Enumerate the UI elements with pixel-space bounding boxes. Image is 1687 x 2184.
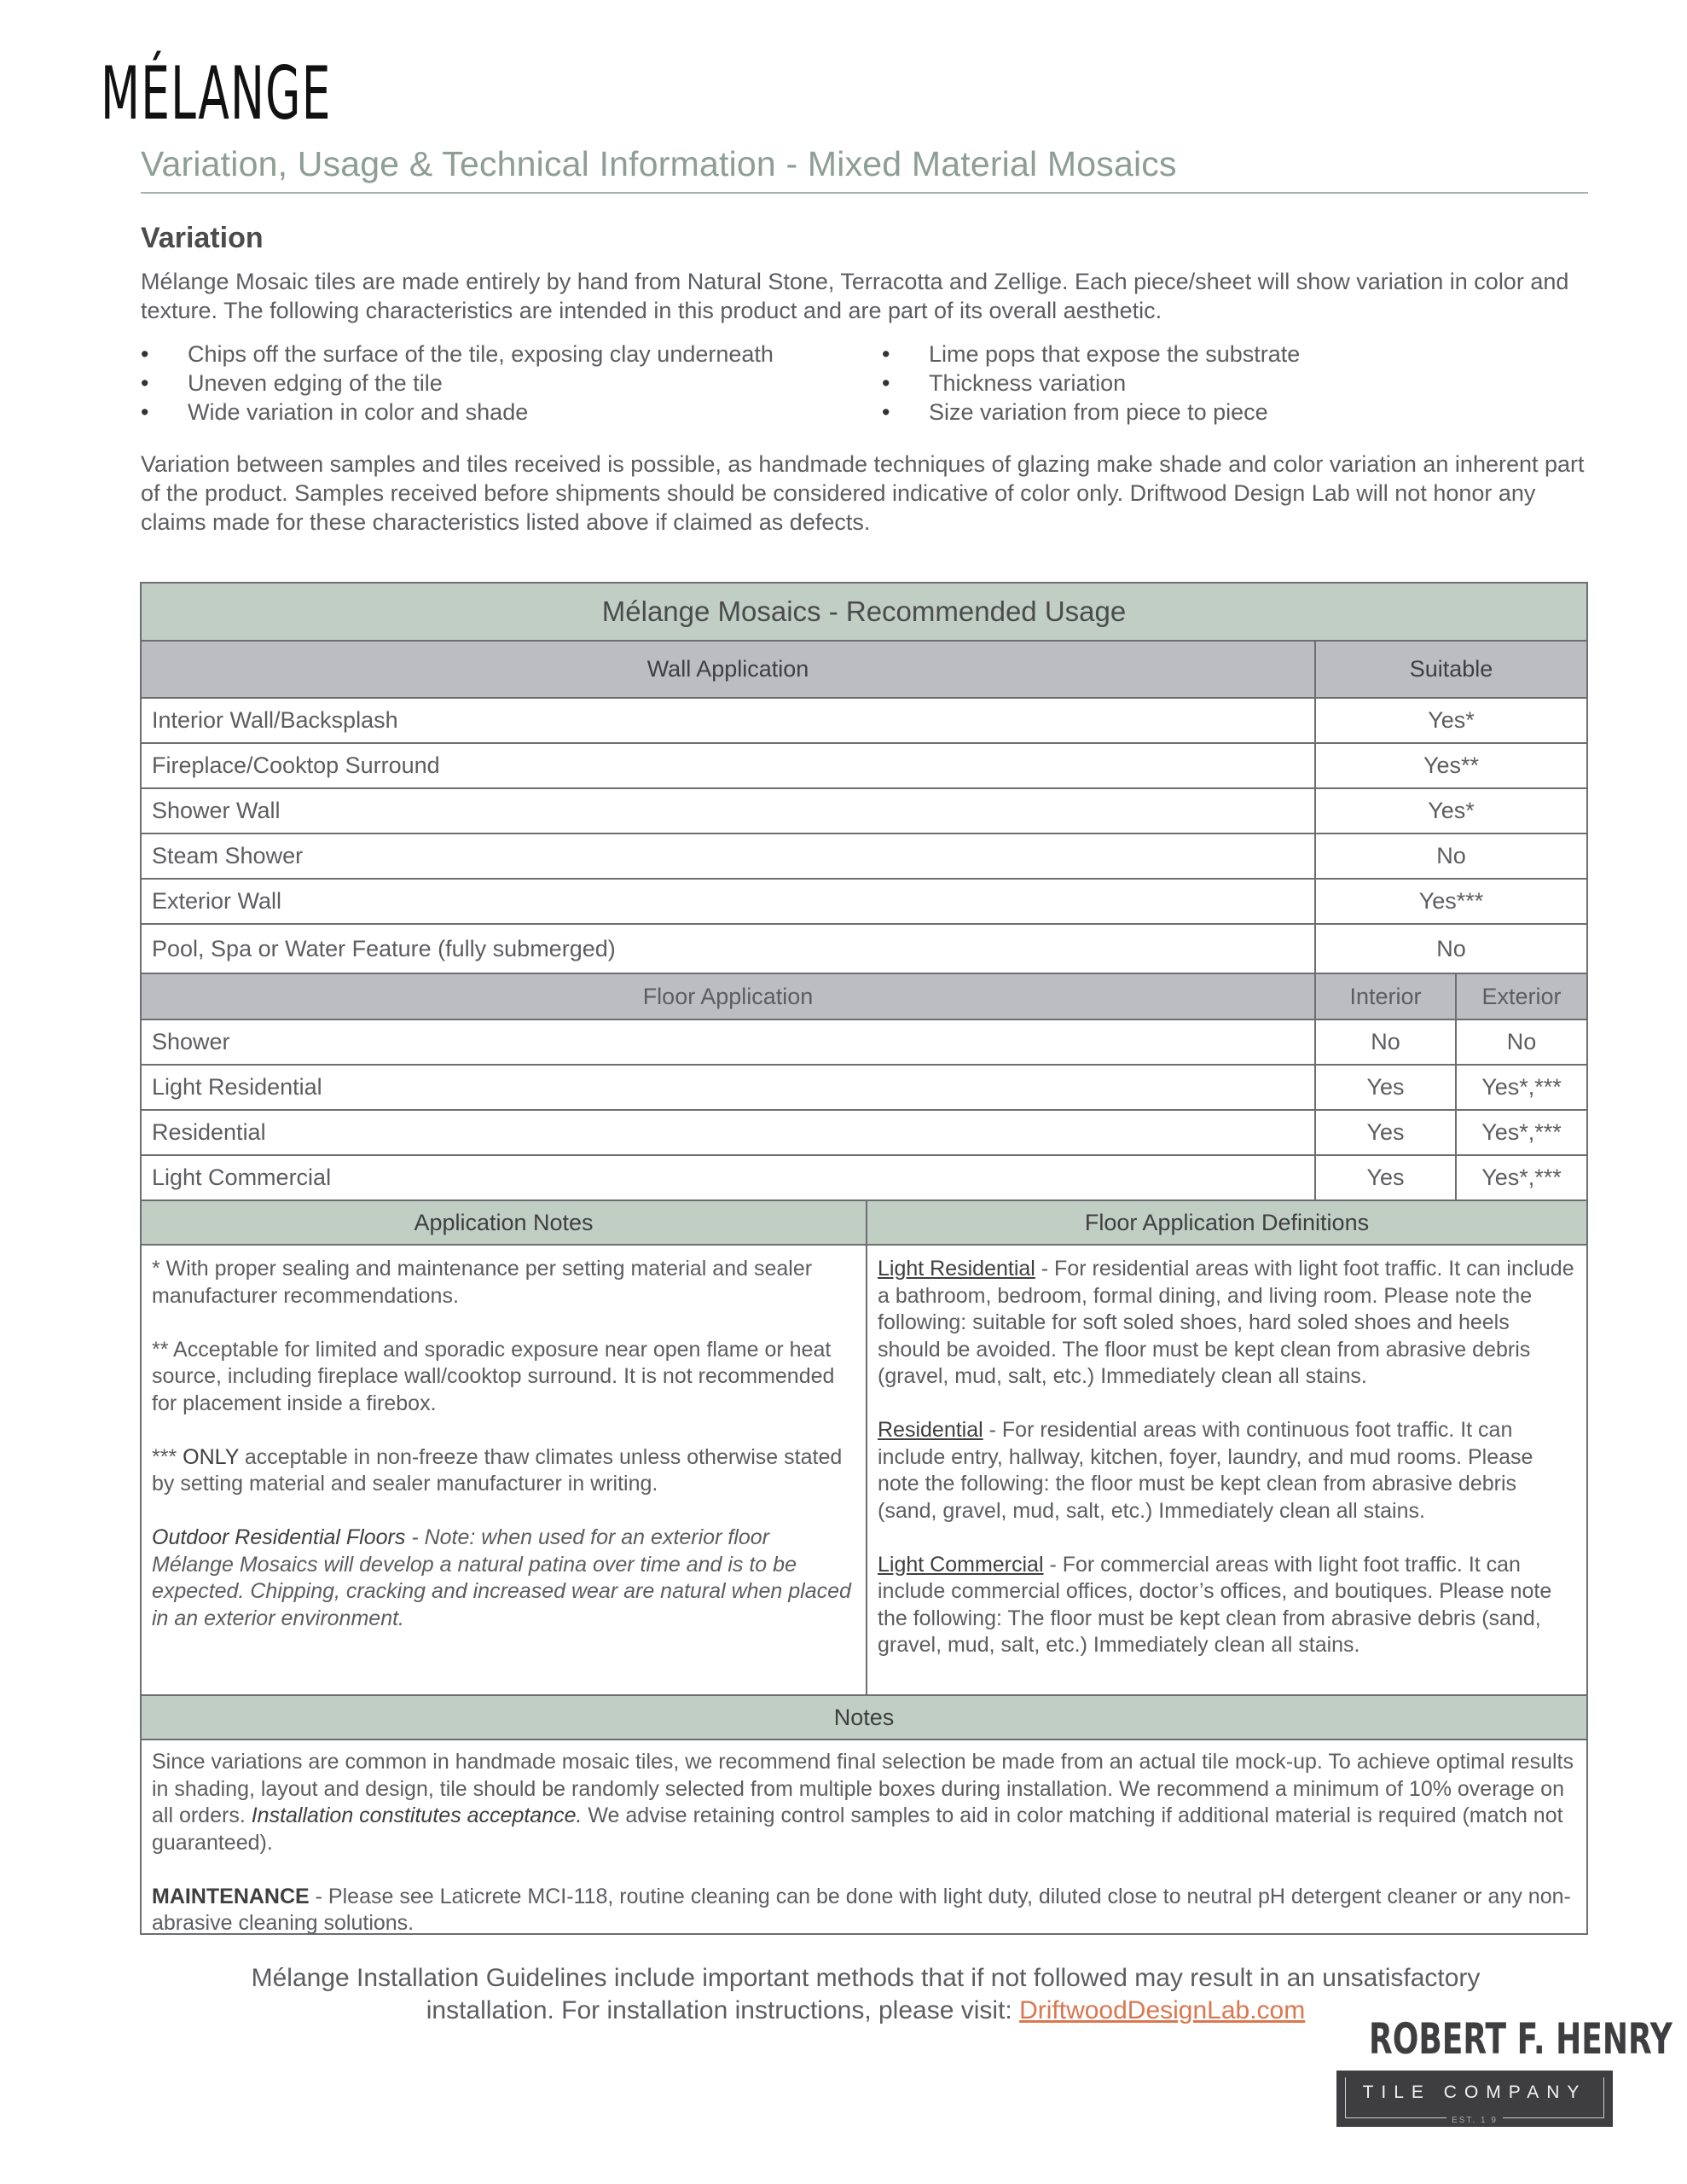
bullet-item: • Size variation from piece to piece: [882, 398, 1300, 427]
definition-item: [878, 1552, 1576, 1659]
notes-text: We advise retaining control samples to aid in color matching if additional material is required (match not guaranteed).: [152, 1804, 1563, 1855]
row-label: Pool, Spa or Water Feature (fully submerged): [152, 935, 616, 961]
note-text: - Note: when used for an exterior floor Mélange Mosaics will develop a natural patina over time and is to be expected. Chipping, cracking and increased wear are natural when placed in an exterior environment.: [152, 1525, 851, 1630]
note-emphasis: ONLY: [183, 1444, 239, 1469]
wall-application-header: Wall Application: [646, 656, 809, 682]
row-label: Light Commercial: [152, 1165, 332, 1190]
note-triple-asterisk: [152, 1444, 855, 1498]
notes-paragraph: [152, 1749, 1576, 1856]
definition-item: [878, 1256, 1576, 1391]
note-double-asterisk: ** Acceptable for limited and sporadic exposure near open flame or heat source, including fireplace wall/cooktop surround. It is not recommended for placement inside a firebox.: [152, 1337, 835, 1415]
variation-disclaimer: Variation between samples and tiles received is possible, as handmade techniques of glazing make shade and color variation an inherent part of the product. Samples received before shipments should be considered indicative of color only. Driftwood Design Lab will not honor any claims made for these characteristics listed above if claimed as defects.: [141, 451, 1585, 535]
table-title-row: [142, 584, 1586, 642]
footer-line-2-text: installation. For installation instructions, please visit:: [426, 1996, 1020, 2024]
footer-line-1: Mélange Installation Guidelines include important methods that if not followed may result in an unsatisfactory: [251, 1964, 1481, 1992]
application-notes: [142, 1246, 866, 1694]
page-subtitle: Variation, Usage & Technical Information - Mixed Material Mosaics: [141, 144, 1177, 183]
floor-header-row: [142, 974, 1586, 1020]
notes-header: Notes: [833, 1704, 895, 1730]
note-single-asterisk: * With proper sealing and maintenance per setting material and sealer manufacturer recommendations.: [152, 1257, 813, 1308]
notes-text: Since variations are common in handmade mosaic tiles, we recommend final selection be made from an actual tile mock-up. To achieve optimal results in shading, layout and design, tile should be randomly selected from multiple boxes during installation. We recommend a minimum of 10% overage on all orders.: [152, 1750, 1574, 1827]
row-label: Steam Shower: [152, 843, 304, 868]
note-outdoor-floors: [152, 1525, 855, 1632]
floor-definitions-header: Floor Application Definitions: [866, 1201, 1586, 1244]
row-interior: Yes: [1314, 1066, 1455, 1109]
table-title: Mélange Mosaics - Recommended Usage: [601, 595, 1127, 627]
suitable-header: Suitable: [1314, 642, 1586, 697]
row-label: Fireplace/Cooktop Surround: [152, 752, 440, 778]
row-interior: Yes: [1314, 1111, 1455, 1154]
variation-bullets-left: [141, 340, 774, 427]
row-label: Exterior Wall: [152, 888, 282, 914]
bullet-item: • Wide variation in color and shade: [141, 398, 774, 427]
company-logo-badge: [1336, 2071, 1613, 2127]
row-exterior: Yes*,***: [1455, 1066, 1586, 1109]
brand-title: MÉLANGE: [101, 51, 332, 136]
table-row: [142, 1066, 1586, 1111]
definition-text: - For residential areas with continuous foot traffic. It can include entry, hallway, kitchen, foyer, laundry, and mud rooms. Please note the following: the floor must be kept clean from abrasive debris (sand, gravel, mud, salt, etc.) Immediately clean all stains.: [878, 1418, 1533, 1523]
row-value: Yes*: [1314, 789, 1586, 833]
note-title: Outdoor Residential Floors: [152, 1525, 406, 1549]
row-exterior: No: [1455, 1020, 1586, 1064]
row-label: Shower Wall: [152, 798, 281, 823]
bullet-item: • Uneven edging of the tile: [141, 369, 774, 398]
note-prefix: ***: [152, 1444, 183, 1469]
notes-header-row: [142, 1696, 1586, 1740]
logo-subtitle: TILE COMPANY: [1362, 2082, 1587, 2102]
definition-term: Light Commercial: [878, 1552, 1044, 1577]
row-label: Shower: [152, 1029, 230, 1054]
notes-emphasis: Installation constitutes acceptance.: [251, 1804, 583, 1827]
variation-bullets-right: [882, 340, 1300, 427]
variation-heading: Variation: [141, 222, 264, 254]
company-logo-name: ROBERT F. HENRY: [1369, 2014, 1673, 2064]
bullet-item: • Thickness variation: [882, 369, 1300, 398]
exterior-header: Exterior: [1455, 974, 1586, 1019]
table-row: [142, 880, 1586, 925]
subtitle-divider: [141, 192, 1588, 194]
floor-application-header: Floor Application: [642, 983, 814, 1009]
application-notes-header: Application Notes: [414, 1209, 594, 1235]
driftwood-link[interactable]: DriftwoodDesignLab.com: [1019, 1996, 1306, 2024]
maintenance-paragraph: [152, 1884, 1576, 1937]
row-value: No: [1314, 834, 1586, 878]
table-row: [142, 699, 1586, 744]
row-label: Light Residential: [152, 1074, 322, 1100]
notes-body: [142, 1740, 1586, 1933]
row-value: Yes**: [1314, 744, 1586, 787]
table-row: [142, 744, 1586, 789]
recommended-usage-table: [140, 582, 1588, 1935]
definition-text: - For commercial areas with light foot traffic. It can include commercial offices, doctor’s offices, and boutiques. Please note the following: The floor must be kept clean from abrasive debris (sand, gravel, mud, salt, etc.) Immediately clean all stains.: [878, 1552, 1552, 1657]
notes-definitions-body: [142, 1246, 1586, 1696]
definition-term: Light Residential: [878, 1257, 1035, 1281]
maintenance-label: MAINTENANCE: [152, 1884, 310, 1908]
table-row: [142, 1020, 1586, 1066]
notes-content: [142, 1740, 1586, 1933]
table-row: [142, 925, 1586, 974]
wall-header-row: [142, 642, 1586, 699]
row-label: Residential: [152, 1119, 266, 1145]
note-text: acceptable in non-freeze thaw climates unless otherwise stated by setting material and sealer manufacturer in writing.: [152, 1444, 843, 1496]
row-label: Interior Wall/Backsplash: [152, 707, 398, 733]
row-value: No: [1314, 925, 1586, 973]
table-row: [142, 1156, 1586, 1201]
bullet-item: • Chips off the surface of the tile, exposing clay underneath: [141, 340, 774, 369]
variation-intro: Mélange Mosaic tiles are made entirely by hand from Natural Stone, Terracotta and Zellige. Each piece/sheet will show variation in color and texture. The following characteristics are intended in this product and are part of its overall aesthetic.: [141, 269, 1569, 323]
interior-header: Interior: [1314, 974, 1455, 1019]
table-row: [142, 789, 1586, 834]
logo-established: EST. 1 9: [1446, 2116, 1503, 2125]
row-interior: Yes: [1314, 1156, 1455, 1199]
definition-term: Residential: [878, 1418, 983, 1442]
row-value: Yes***: [1314, 880, 1586, 923]
definition-text: - For residential areas with light foot traffic. It can include a bathroom, bedroom, formal dining, and living room. Please note the following: suitable for soft soled shoes, hard soled shoes and heels should be avoided. The floor must be kept clean from abrasive debris (gravel, mud, salt, etc.) Immediately clean all stains.: [878, 1257, 1574, 1388]
notes-definitions-header-row: [142, 1201, 1586, 1246]
row-exterior: Yes*,***: [1455, 1111, 1586, 1154]
bullet-item: • Lime pops that expose the substrate: [882, 340, 1300, 369]
definition-item: [878, 1417, 1576, 1525]
table-row: [142, 1111, 1586, 1156]
row-interior: No: [1314, 1020, 1455, 1064]
row-exterior: Yes*,***: [1455, 1156, 1586, 1199]
maintenance-text: - Please see Laticrete MCI-118, routine cleaning can be done with light duty, diluted close to neutral pH detergent cleaner or any non-abrasive cleaning solutions.: [152, 1884, 1571, 1935]
row-value: Yes*: [1314, 699, 1586, 742]
table-row: [142, 834, 1586, 880]
floor-definitions: [866, 1246, 1586, 1694]
